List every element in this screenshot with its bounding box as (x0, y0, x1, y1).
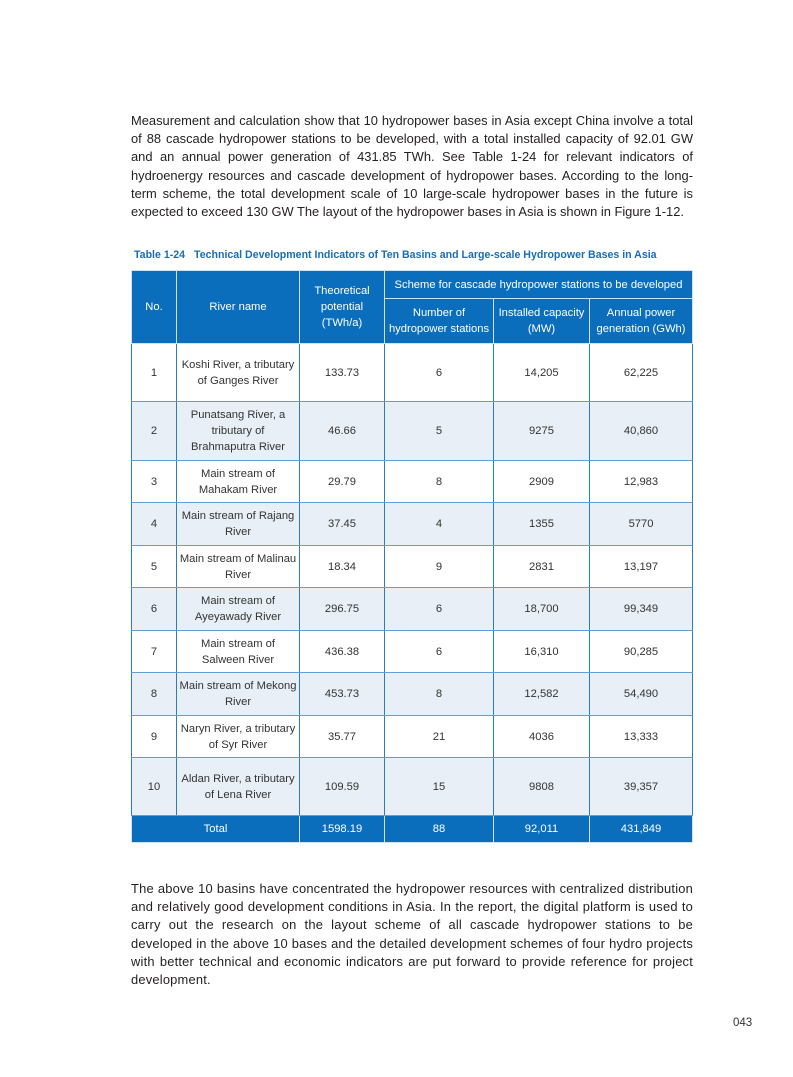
cell-no: 9 (132, 716, 177, 758)
cell-stations: 6 (385, 631, 494, 673)
cell-generation: 99,349 (590, 588, 693, 631)
total-generation: 431,849 (590, 816, 693, 843)
cell-no: 8 (132, 673, 177, 716)
cell-potential: 18.34 (300, 546, 385, 588)
cell-stations: 8 (385, 461, 494, 503)
cell-no: 7 (132, 631, 177, 673)
table-row (132, 402, 693, 461)
cell-no: 2 (132, 402, 177, 461)
cell-potential: 35.77 (300, 716, 385, 758)
cell-river: Naryn River, a tributary of Syr River (177, 716, 300, 758)
total-capacity: 92,011 (494, 816, 590, 843)
cell-generation: 13,197 (590, 546, 693, 588)
cell-capacity: 12,582 (494, 673, 590, 716)
cell-potential: 46.66 (300, 402, 385, 461)
cell-river: Main stream of Ayeyawady River (177, 588, 300, 631)
cell-potential: 296.75 (300, 588, 385, 631)
cell-river: Main stream of Mahakam River (177, 461, 300, 503)
cell-river: Koshi River, a tributary of Ganges River (177, 344, 300, 402)
cell-generation: 90,285 (590, 631, 693, 673)
cell-stations: 21 (385, 716, 494, 758)
cell-potential: 453.73 (300, 673, 385, 716)
table-row (132, 344, 693, 402)
table-row (132, 503, 693, 546)
table-row (132, 461, 693, 503)
cell-generation: 54,490 (590, 673, 693, 716)
cell-no: 1 (132, 344, 177, 402)
cell-generation: 62,225 (590, 344, 693, 402)
table-row (132, 588, 693, 631)
page-number: 043 (733, 1017, 753, 1029)
cell-potential: 109.59 (300, 758, 385, 816)
cell-capacity: 9275 (494, 402, 590, 461)
cell-capacity: 9808 (494, 758, 590, 816)
header-generation: Annual power generation (GWh) (590, 299, 693, 344)
cell-stations: 4 (385, 503, 494, 546)
cell-river: Main stream of Malinau River (177, 546, 300, 588)
cell-capacity: 2909 (494, 461, 590, 503)
cell-capacity: 2831 (494, 546, 590, 588)
cell-potential: 29.79 (300, 461, 385, 503)
cell-capacity: 16,310 (494, 631, 590, 673)
cell-capacity: 14,205 (494, 344, 590, 402)
cell-stations: 15 (385, 758, 494, 816)
total-row (132, 816, 693, 843)
cell-no: 3 (132, 461, 177, 503)
table-caption (134, 249, 666, 261)
hydropower-bases-table (131, 270, 693, 843)
cell-capacity: 18,700 (494, 588, 590, 631)
total-stations: 88 (385, 816, 494, 843)
cell-potential: 436.38 (300, 631, 385, 673)
cell-potential: 133.73 (300, 344, 385, 402)
header-no: No. (132, 271, 177, 344)
cell-generation: 13,333 (590, 716, 693, 758)
cell-river: Aldan River, a tributary of Lena River (177, 758, 300, 816)
cell-generation: 12,983 (590, 461, 693, 503)
cell-no: 6 (132, 588, 177, 631)
cell-no: 10 (132, 758, 177, 816)
total-label: Total (132, 816, 300, 843)
cell-stations: 9 (385, 546, 494, 588)
header-scheme: Scheme for cascade hydropower stations to be developed (385, 271, 693, 299)
header-river-name: River name (177, 271, 300, 344)
table-number: Table 1-24 (134, 249, 186, 261)
cell-generation: 39,357 (590, 758, 693, 816)
header-theoretical-potential: Theoretical potential (TWh/a) (300, 271, 385, 344)
cell-river: Main stream of Mekong River (177, 673, 300, 716)
cell-no: 5 (132, 546, 177, 588)
table-row (132, 673, 693, 716)
cell-river: Main stream of Rajang River (177, 503, 300, 546)
cell-stations: 6 (385, 588, 494, 631)
cell-river: Punatsang River, a tributary of Brahmaputra River (177, 402, 300, 461)
conclusion-paragraph: The above 10 basins have concentrated the hydropower resources with centralized distribution and relatively good development conditions in Asia. In the report, the digital platform is used to carry out the research on the layout scheme of all cascade hydropower stations to be developed in the above 10 bases and the detailed development schemes of four hydro projects with better technical and economic indicators are put forward to provide reference for project development. (131, 881, 693, 988)
intro-paragraph: Measurement and calculation show that 10 hydropower bases in Asia except China involve a total of 88 cascade hydropower stations to be developed, with a total installed capacity of 92.01 GW and an annual power generation of 431.85 TWh. See Table 1-24 for relevant indicators of hydroenergy resources and cascade development of hydropower bases. According to the long-term scheme, the total development scale of 10 large-scale hydropower bases in the future is expected to exceed 130 GW The layout of the hydropower bases in Asia is shown in Figure 1-12. (131, 113, 693, 220)
table-title: Technical Development Indicators of Ten Basins and Large-scale Hydropower Bases in Asia (194, 249, 657, 261)
cell-no: 4 (132, 503, 177, 546)
header-capacity: Installed capacity (MW) (494, 299, 590, 344)
cell-river: Main stream of Salween River (177, 631, 300, 673)
cell-potential: 37.45 (300, 503, 385, 546)
cell-stations: 5 (385, 402, 494, 461)
cell-generation: 40,860 (590, 402, 693, 461)
cell-capacity: 1355 (494, 503, 590, 546)
cell-stations: 8 (385, 673, 494, 716)
total-potential: 1598.19 (300, 816, 385, 843)
table-row (132, 716, 693, 758)
table-row (132, 631, 693, 673)
cell-generation: 5770 (590, 503, 693, 546)
table-row (132, 546, 693, 588)
header-stations: Number of hydropower stations (385, 299, 494, 344)
table-row (132, 758, 693, 816)
cell-capacity: 4036 (494, 716, 590, 758)
cell-stations: 6 (385, 344, 494, 402)
